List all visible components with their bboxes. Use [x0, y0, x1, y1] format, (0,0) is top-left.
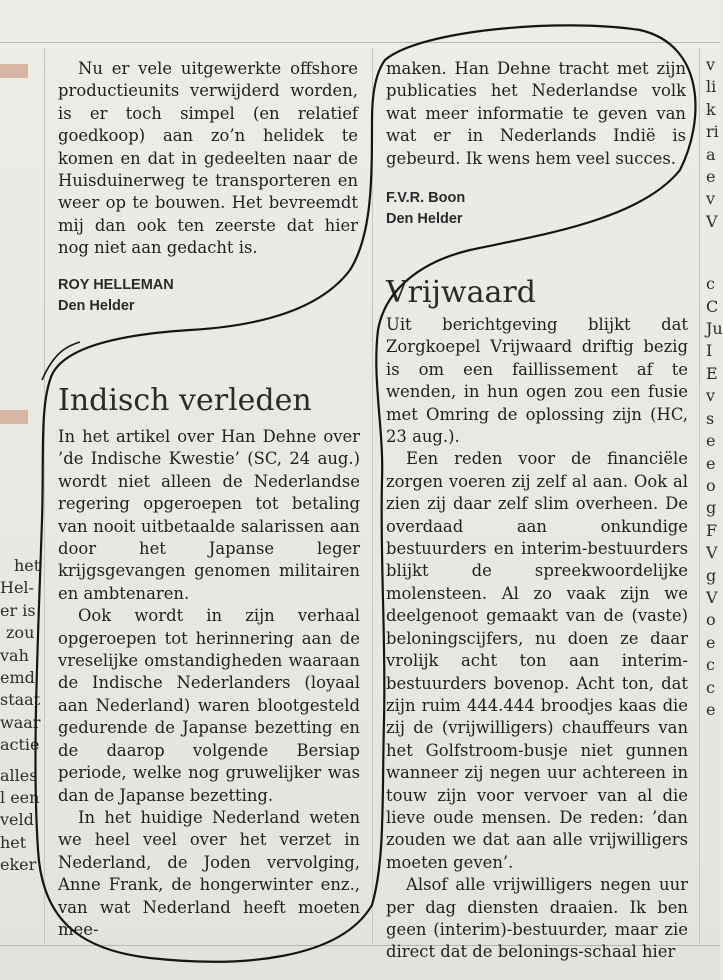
fragment: alles — [0, 765, 38, 785]
fragment: zou — [6, 623, 35, 643]
fragment: e — [706, 632, 716, 652]
fragment: V — [706, 211, 718, 231]
fragment: li — [706, 77, 717, 97]
fragment: s — [706, 408, 715, 428]
author-name: ROY HELLEMAN — [58, 277, 174, 293]
fragment: c — [706, 655, 715, 675]
fragment: c — [706, 677, 715, 697]
fragment: het — [14, 556, 41, 575]
fragment: v — [706, 189, 716, 209]
fragment: ri — [706, 122, 719, 142]
article-paragraph: In het artikel over Han Dehne over ’de Indische Kwestie’ (SC, 24 aug.) wordt niet alleen de Nederlandse regering opgeroepen tot betaling van nooit uitbetaalde salarissen aan door het Japanse leger krijgsgevangen genomen militairen en ambtenaren. — [58, 427, 360, 603]
author-place: Den Helder — [58, 298, 135, 314]
author-name: F.V.R. Boon — [386, 190, 466, 206]
author-place: Den Helder — [386, 211, 463, 227]
fragment: Ju — [706, 319, 723, 339]
article-paragraph: Uit berichtgeving blijkt dat Zorgkoepel Vrijwaard driftig bezig is om een faillissement af te wenden, in hun ogen zou een fusie met Omring de oplossing zijn (HC, 23 aug.). — [386, 315, 688, 447]
letter-offshore-body: Nu er vele uitgewerkte offshore productieunits verwijderd worden, is er toch simpel (en relatief goedkoop) aan zo’n helidek te komen en dat in gedeelten naar de Huisduinerweg te transporteren en weer op te bouwen. Het bevreemdt mij dan ook ten zeerste dat hier nog niet aan gedacht is. — [58, 59, 358, 258]
fragment: het — [0, 832, 27, 852]
article-paragraph: Ook wordt in zijn verhaal opgeroepen tot herinnering aan de vreselijke omstandigheden waaraan de Indische Nederlanders (loyaal aan Nederland) waren blootgesteld gedurende de Japanse bezetting en de daarop volgende Bersiap periode, welke nog gruwelijker was dan de Japanse bezetting. — [58, 606, 360, 805]
fragment: e — [706, 167, 716, 187]
fragment: actie — [0, 735, 40, 755]
fragment: F — [706, 520, 718, 540]
fragment: o — [706, 610, 716, 630]
fragment: v — [706, 386, 716, 406]
headline-vrijwaard: Vrijwaard — [386, 275, 536, 310]
fragment: g — [706, 498, 717, 518]
fragment: v — [706, 55, 716, 74]
fragment: g — [706, 565, 717, 585]
fragment: c — [706, 274, 715, 294]
fragment: veld — [0, 810, 34, 830]
fragment: V — [706, 543, 718, 563]
fragment: vah — [0, 645, 29, 665]
fragment: er is — [0, 600, 36, 620]
fragment: C — [706, 296, 719, 316]
fragment: eker — [0, 855, 37, 875]
fragment: I — [706, 341, 713, 361]
fragment: e — [706, 431, 716, 451]
fragment: e — [706, 699, 716, 719]
fragment: a — [706, 144, 716, 164]
fragment: k — [706, 99, 716, 119]
fragment: staat — [0, 690, 41, 710]
article-paragraph: Alsof alle vrijwilligers negen uur per dag diensten draaien. Ik ben geen (interim)-bestuurder, maar zie direct dat de belonings-schaal hier — [386, 875, 688, 962]
article-paragraph: Een reden voor de financiële zorgen voeren zij zelf al aan. Ook al zien zij daar zelf slim overheen. De overdaad aan onkundige bestuurders en interim-bestuurders blijkt de spreekwoordelijke molensteen. Al zo vaak zijn we deelgenoot gemaakt van de (vaste) beloningscijfers, nu doen ze daar vrolijk acht ton aan interim-bestuurders bovenop. Acht ton, dat zijn ruim 444.444 broodjes kaas die zij de (vrijwilligers) chauffeurs van het Golfstroom-busje niet gunnen wanneer zij negen uur achtereen in touw zijn voor vervoer van al die lieve oude mensen. De reden: ’dan zouden we dat aan alle vrijwilligers moeten geven’. — [386, 449, 688, 872]
headline-indisch-verleden: Indisch verleden — [58, 383, 312, 418]
fragment: o — [706, 475, 716, 495]
fragment: e — [706, 453, 716, 473]
fragment: E — [706, 363, 718, 383]
fragment: l een — [0, 788, 40, 808]
fragment: waar — [0, 712, 41, 732]
article-paragraph: In het huidige Nederland weten we heel veel over het verzet in Nederland, de Joden vervolging, Anne Frank, de hongerwinter enz., van wat Nederland heeft moeten mee- — [58, 807, 360, 939]
fragment: Hel- — [0, 578, 34, 598]
letter-dehne-body: maken. Han Dehne tracht met zijn publicaties het Nederlandse volk wat meer informatie te geven van wat er in Nederlands Indië is gebeurd. Ik wens hem veel succes. — [386, 59, 686, 168]
fragment: V — [706, 587, 718, 607]
fragment: emd — [0, 668, 35, 688]
